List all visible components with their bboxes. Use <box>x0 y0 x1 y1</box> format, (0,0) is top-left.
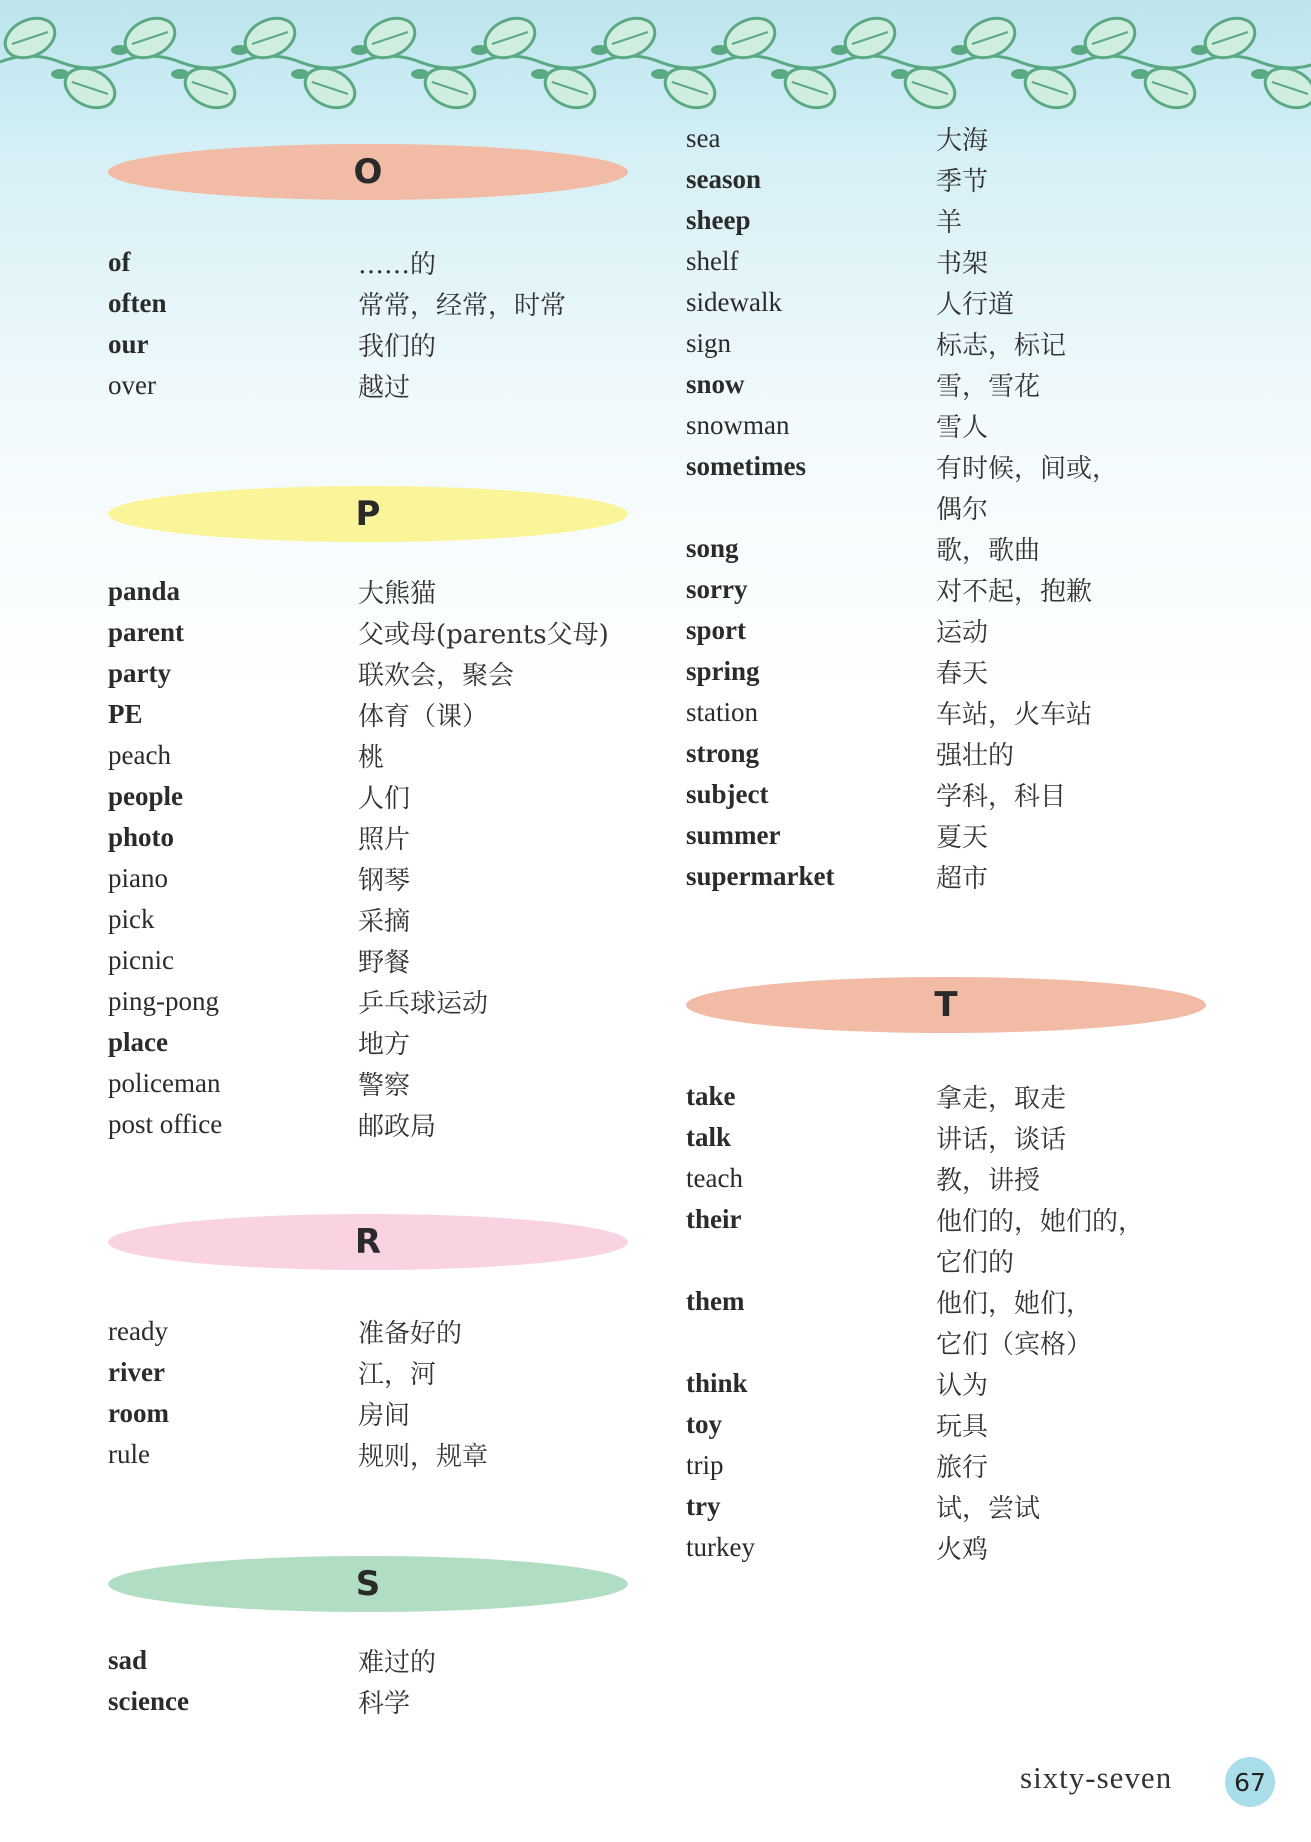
chinese-meaning: 野餐 <box>358 947 411 978</box>
word-entry <box>108 1063 668 1104</box>
word-entry <box>108 571 668 612</box>
english-word: over <box>108 369 156 400</box>
word-entry <box>108 1434 668 1475</box>
word-entry <box>686 692 1246 733</box>
page-number-badge <box>1225 1757 1275 1807</box>
english-word: room <box>108 1397 169 1428</box>
word-entry <box>686 159 1246 200</box>
word-entry <box>108 1104 668 1145</box>
chinese-meaning: 他们的，她们的， <box>936 1206 1145 1237</box>
english-word: piano <box>108 862 168 893</box>
english-word: season <box>686 163 762 194</box>
word-entry <box>108 817 668 858</box>
chinese-meaning: 教，讲授 <box>936 1165 1041 1196</box>
chinese-meaning: 旅行 <box>936 1452 989 1483</box>
chinese-meaning: 春天 <box>936 658 989 689</box>
word-entry <box>108 1393 668 1434</box>
page-number: 67 <box>1234 1767 1266 1797</box>
word-entry <box>108 735 668 776</box>
english-word: ping-pong <box>108 985 219 1016</box>
chinese-meaning: 江，河 <box>358 1359 437 1390</box>
word-entry <box>686 1527 1246 1568</box>
english-word: station <box>686 696 758 727</box>
word-entry <box>686 1445 1246 1486</box>
english-word: subject <box>686 778 769 809</box>
chinese-meaning: 体育（课） <box>358 701 489 732</box>
english-word: sidewalk <box>686 286 782 317</box>
chinese-meaning: 他们，她们， <box>936 1288 1093 1319</box>
word-entry <box>686 528 1246 569</box>
english-word: panda <box>108 575 181 606</box>
chinese-meaning: 采摘 <box>358 906 411 937</box>
chinese-meaning: 它们的 <box>936 1247 1015 1278</box>
english-word: summer <box>686 819 781 850</box>
word-entry <box>108 242 668 283</box>
english-word: snow <box>686 368 745 399</box>
english-word: think <box>686 1367 748 1398</box>
word-entry <box>686 774 1246 815</box>
chinese-meaning: 夏天 <box>936 822 989 853</box>
word-entry <box>686 1076 1246 1117</box>
word-entry <box>108 1640 668 1681</box>
english-word: their <box>686 1203 742 1234</box>
chinese-meaning: 试，尝试 <box>936 1493 1041 1524</box>
chinese-meaning: 人行道 <box>936 289 1015 320</box>
english-word: sea <box>686 122 721 153</box>
chinese-meaning: ……的 <box>358 249 437 280</box>
chinese-meaning: 学科，科目 <box>936 781 1067 812</box>
chinese-meaning: 偶尔 <box>936 494 989 525</box>
english-word: party <box>108 657 171 688</box>
word-entry <box>686 1363 1246 1404</box>
english-word: policeman <box>108 1067 221 1098</box>
section-header-s <box>108 1556 628 1612</box>
word-entry <box>108 365 668 406</box>
chinese-meaning: 车站，火车站 <box>936 699 1093 730</box>
word-entry <box>686 1486 1246 1527</box>
english-word: pick <box>108 903 155 934</box>
english-word: try <box>686 1490 721 1521</box>
chinese-meaning: 书架 <box>936 248 989 279</box>
english-word: often <box>108 287 167 318</box>
word-entry <box>686 815 1246 856</box>
word-entry <box>686 610 1246 651</box>
section-letter: S <box>355 1564 381 1604</box>
english-word: picnic <box>108 944 174 975</box>
word-entry <box>108 940 668 981</box>
chinese-meaning: 人们 <box>358 783 411 814</box>
chinese-meaning: 照片 <box>358 824 411 855</box>
word-entry <box>686 364 1246 405</box>
chinese-meaning: 运动 <box>936 617 989 648</box>
chinese-meaning: 大海 <box>936 125 989 156</box>
word-entry-continuation <box>686 1240 1246 1281</box>
word-entry <box>108 981 668 1022</box>
chinese-meaning: 乒乓球运动 <box>358 988 489 1019</box>
english-word: peach <box>108 739 171 770</box>
chinese-meaning: 准备好的 <box>358 1318 463 1349</box>
leaf-icon <box>1259 61 1311 116</box>
english-word: our <box>108 328 149 359</box>
english-word: song <box>686 532 739 563</box>
word-entry <box>686 1199 1246 1240</box>
word-entry <box>108 1022 668 1063</box>
word-entry <box>108 324 668 365</box>
word-entry <box>108 1352 668 1393</box>
english-word: supermarket <box>686 860 835 891</box>
section-letter: T <box>934 985 958 1025</box>
chinese-meaning: 季节 <box>936 166 989 197</box>
chinese-meaning: 火鸡 <box>936 1534 989 1565</box>
chinese-meaning: 常常，经常，时常 <box>358 290 567 321</box>
english-word: spring <box>686 655 760 686</box>
word-entry <box>686 733 1246 774</box>
word-entry <box>108 653 668 694</box>
chinese-meaning: 桃 <box>358 742 385 773</box>
word-entry <box>686 1281 1246 1322</box>
english-word: place <box>108 1026 168 1057</box>
chinese-meaning: 父或母(parents父母) <box>358 619 609 650</box>
chinese-meaning: 标志，标记 <box>936 330 1067 361</box>
english-word: river <box>108 1356 165 1387</box>
chinese-meaning: 羊 <box>936 207 963 238</box>
english-word: people <box>108 780 184 811</box>
chinese-meaning: 规则，规章 <box>358 1441 489 1472</box>
english-word: sign <box>686 327 732 358</box>
chinese-meaning: 强壮的 <box>936 740 1015 771</box>
chinese-meaning: 联欢会，聚会 <box>358 660 515 691</box>
chinese-meaning: 警察 <box>358 1070 411 1101</box>
english-word: take <box>686 1080 736 1111</box>
chinese-meaning: 雪人 <box>936 412 989 443</box>
section-header-p <box>108 486 628 542</box>
english-word: shelf <box>686 245 739 276</box>
english-word: PE <box>108 698 143 729</box>
english-word: parent <box>108 616 185 647</box>
section-letter: O <box>353 152 383 192</box>
chinese-meaning: 房间 <box>358 1400 411 1431</box>
word-entry <box>686 1404 1246 1445</box>
english-word: photo <box>108 821 175 852</box>
word-entry <box>686 241 1246 282</box>
english-word: snowman <box>686 409 790 440</box>
word-entry <box>686 856 1246 897</box>
english-word: turkey <box>686 1531 755 1562</box>
leaf-vine-icon <box>0 0 1311 130</box>
english-word: strong <box>686 737 760 768</box>
chinese-meaning: 超市 <box>936 863 989 894</box>
section-letter: P <box>355 494 381 534</box>
chinese-meaning: 歌，歌曲 <box>936 535 1041 566</box>
english-word: rule <box>108 1438 150 1469</box>
chinese-meaning: 大熊猫 <box>358 578 437 609</box>
chinese-meaning: 科学 <box>358 1688 411 1719</box>
word-entry <box>108 1681 668 1722</box>
word-entry <box>108 1311 668 1352</box>
section-letter: R <box>354 1222 382 1262</box>
word-entry-continuation <box>686 1322 1246 1363</box>
english-word: sad <box>108 1644 148 1675</box>
leaf-border <box>0 0 1311 130</box>
word-entry <box>686 405 1246 446</box>
word-entry <box>686 569 1246 610</box>
english-word: post office <box>108 1108 223 1139</box>
word-entry-continuation <box>686 487 1246 528</box>
word-entry <box>686 200 1246 241</box>
chinese-meaning: 难过的 <box>358 1647 437 1678</box>
english-word: science <box>108 1685 189 1716</box>
word-entry <box>108 612 668 653</box>
english-word: toy <box>686 1408 722 1439</box>
chinese-meaning: 认为 <box>936 1370 989 1401</box>
chinese-meaning: 邮政局 <box>358 1111 437 1142</box>
section-header-t <box>686 977 1206 1033</box>
english-word: of <box>108 246 131 277</box>
word-entry <box>108 899 668 940</box>
chinese-meaning: 拿走，取走 <box>936 1083 1067 1114</box>
word-entry <box>108 694 668 735</box>
word-entry <box>686 1117 1246 1158</box>
english-word: sport <box>686 614 746 645</box>
word-entry <box>686 118 1246 159</box>
chinese-meaning: 地方 <box>358 1029 411 1060</box>
english-word: sheep <box>686 204 751 235</box>
chinese-meaning: 雪，雪花 <box>936 371 1041 402</box>
chinese-meaning: 我们的 <box>358 331 437 362</box>
word-entry <box>108 283 668 324</box>
section-header-o <box>108 144 628 200</box>
english-word: sometimes <box>686 450 806 481</box>
english-word: teach <box>686 1162 743 1193</box>
chinese-meaning: 玩具 <box>936 1411 989 1442</box>
english-word: ready <box>108 1315 168 1346</box>
chinese-meaning: 讲话，谈话 <box>936 1124 1067 1155</box>
page-number-words: sixty-seven <box>1020 1760 1173 1795</box>
english-word: trip <box>686 1449 724 1480</box>
word-entry <box>686 446 1246 487</box>
word-entry <box>686 1158 1246 1199</box>
english-word: sorry <box>686 573 748 604</box>
word-entry <box>686 651 1246 692</box>
word-entry <box>108 776 668 817</box>
word-entry <box>686 282 1246 323</box>
chinese-meaning: 有时候，间或， <box>936 453 1119 484</box>
section-header-r <box>108 1214 628 1270</box>
chinese-meaning: 它们（宾格） <box>936 1329 1093 1360</box>
english-word: them <box>686 1285 745 1316</box>
chinese-meaning: 越过 <box>358 372 411 403</box>
chinese-meaning: 钢琴 <box>358 865 411 896</box>
english-word: talk <box>686 1121 732 1152</box>
chinese-meaning: 对不起，抱歉 <box>936 576 1093 607</box>
word-entry <box>108 858 668 899</box>
word-entry <box>686 323 1246 364</box>
